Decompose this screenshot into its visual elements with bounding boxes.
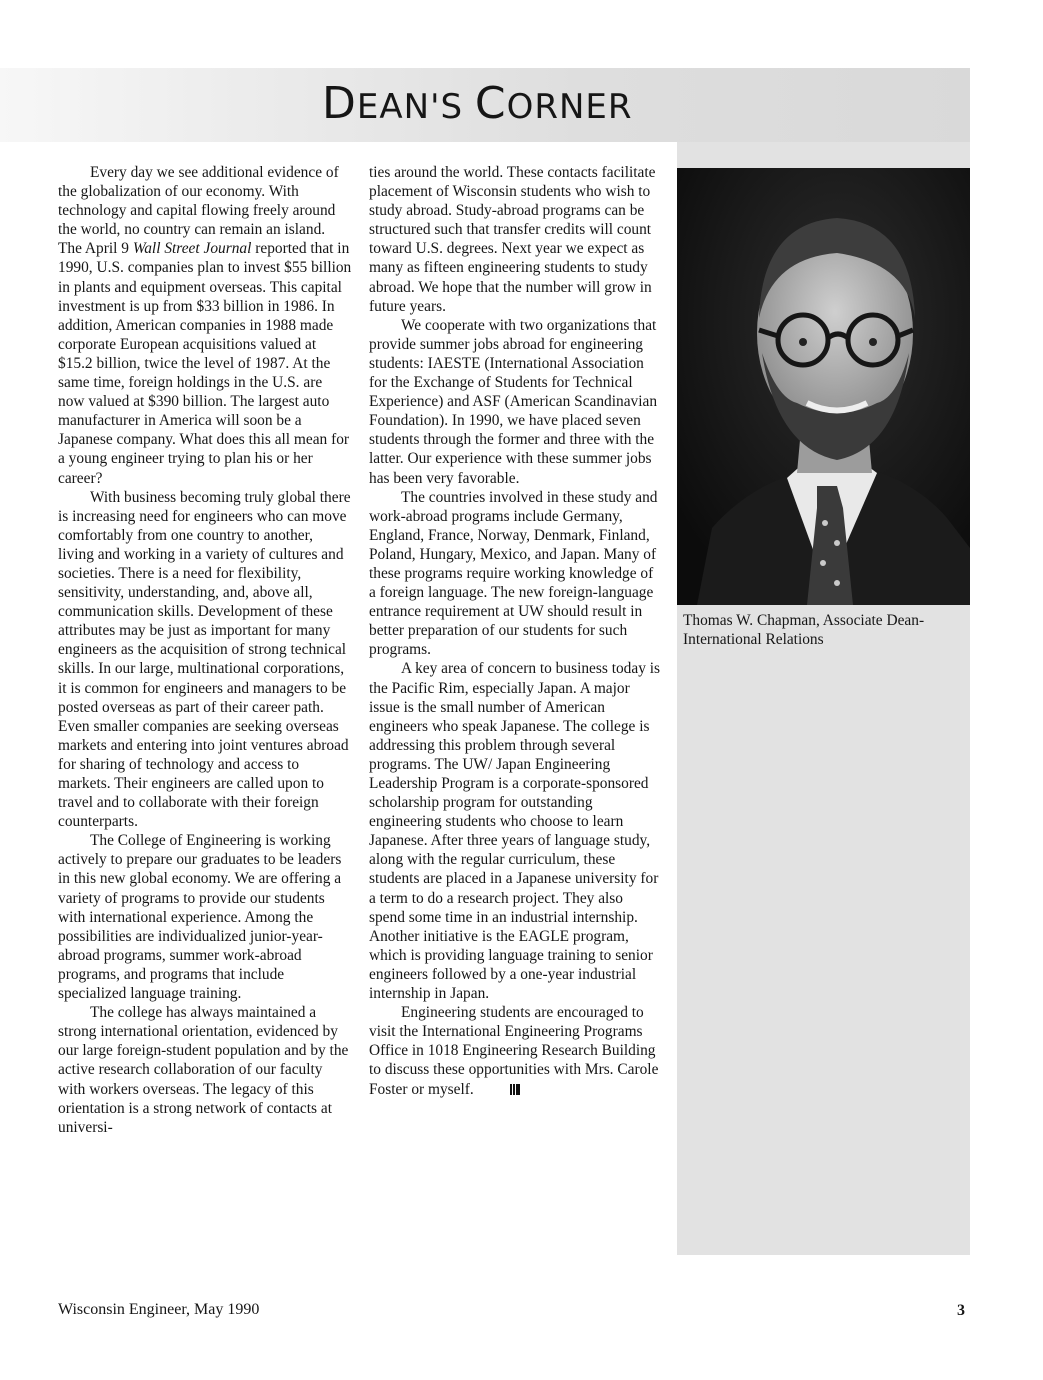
photo-caption — [683, 611, 968, 649]
paragraph-text: reported that in 1990, U.S. companies plan to invest $55 billion in plants and equipment overseas. This capital investment is up from $33 billion in 1986. In addition, American companies in 1988 made corporate European acquisitions valued at $15.2 billion, twice the level of 1987. At the same time, foreign holdings in the U.S. are now valued at $390 billion. The largest auto manufacturer in America will soon be a Japanese company. What does this all mean for a young engineer trying to plan his or her career? — [58, 240, 352, 487]
article-column-1 — [58, 163, 352, 1137]
article-paragraph: A key area of concern to business today is the Pacific Rim, especially Japan. A major issue is the small number of American engineers who speak Japanese. The college is addressing this problem through several programs. The UW/ Japan Engineering Leadership Program is a corporate-sponsored scholarship program for outstanding engineering students who choose to learn Japanese. After three years of language study, along with the regular curriculum, these students are placed in a Japanese university for a term to do a research project. They also spend some time in an industrial internship. Another initiative is the EAGLE program, which is providing language training to senior engineers followed by a one-year industrial internship in Japan. — [369, 660, 661, 1003]
title-part: S — [440, 87, 475, 127]
article-paragraph: The College of Engineering is working actively to prepare our graduates to be leaders in this new global economy. We are offering a variety of programs to provide our students with international experience. Among the possibilities are individualized junior-year-abroad programs, summer work-abroad programs, and programs that include specialized language training. — [58, 832, 342, 1003]
title-part: ' — [430, 87, 441, 127]
article-paragraph: The college has always maintained a strong international orientation, evidenced by our large foreign-student population and by the active research collaboration of our faculty with workers overseas. The legacy of this orientation is a strong network of contacts at universi- — [58, 1004, 349, 1136]
caption-line: International Relations — [683, 631, 824, 648]
page-title — [322, 66, 822, 145]
paragraph-text: Engineering students are encouraged to visit the International Engineering Programs Office in 1018 Engineering Research Building to discuss these opportunities with Mrs. Carole Foster or myself. — [369, 1004, 659, 1098]
article-paragraph: The countries involved in these study and work-abroad programs include Germany, England, France, Norway, Denmark, Finland, Poland, Hungary, Mexico, and Japan. Many of these programs require working knowledge of a foreign language. The new foreign-language entrance requirement at UW should result in better preparation of our students for such programs. — [369, 488, 658, 659]
title-part: ORNER — [506, 87, 633, 127]
portrait-illustration — [677, 168, 970, 605]
paragraph-text: Every day we see additional evidence of the globalization of our economy. With technology and capital flowing freely around the world, no country can remain an island. The April 9 — [58, 164, 339, 258]
article-column-2 — [369, 163, 661, 1100]
article-paragraph: With business becoming truly global there is increasing need for engineers who can move comfortably from one country to another, living and working in a variety of cultures and societies. There is a need for flexibility, sensitivity, understanding, and, above all, communication skills. Development of these attributes may be just as important for many engineers as the acquisition of strong technical skills. In our large, multinational corporations, it is common for engineers and managers to be posted overseas as part of their career path. Even smaller companies are seeking overseas markets and entering into joint ventures abroad for sharing of technology and access to markets. Their engineers are called upon to travel and to collaborate with their foreign counterparts. — [58, 488, 351, 831]
title-part: C — [474, 78, 507, 129]
title-part: D — [322, 78, 357, 129]
end-mark-icon — [478, 1081, 521, 1100]
article-paragraph: ties around the world. These contacts facilitate placement of Wisconsin students who wish to study abroad. Study-abroad programs can be structured such that transfer credits will count toward U.S. degrees. Next year we expect as many as fifteen engineering students to study abroad. We hope that the number will grow in future years. — [369, 164, 656, 315]
article-paragraph — [58, 163, 352, 488]
caption-line: Thomas W. Chapman, Associate Dean- — [683, 612, 925, 629]
title-part: EAN — [356, 87, 431, 127]
publication-name: Wall Street Journal — [132, 240, 252, 258]
page-number: 3 — [957, 1302, 965, 1319]
publication-footer: Wisconsin Engineer, May 1990 — [58, 1301, 260, 1318]
article-paragraph — [369, 1003, 661, 1099]
portrait-photo — [677, 168, 970, 605]
article-paragraph: We cooperate with two organizations that provide summer jobs abroad for engineering students: IAESTE (International Association for the Exchange of Students for Technical Experience) and ASF (American Scandinavian Foundation). In 1990, we have placed seven students through the former and three with the latter. Our experience with these summer jobs has been very favorable. — [369, 316, 658, 487]
